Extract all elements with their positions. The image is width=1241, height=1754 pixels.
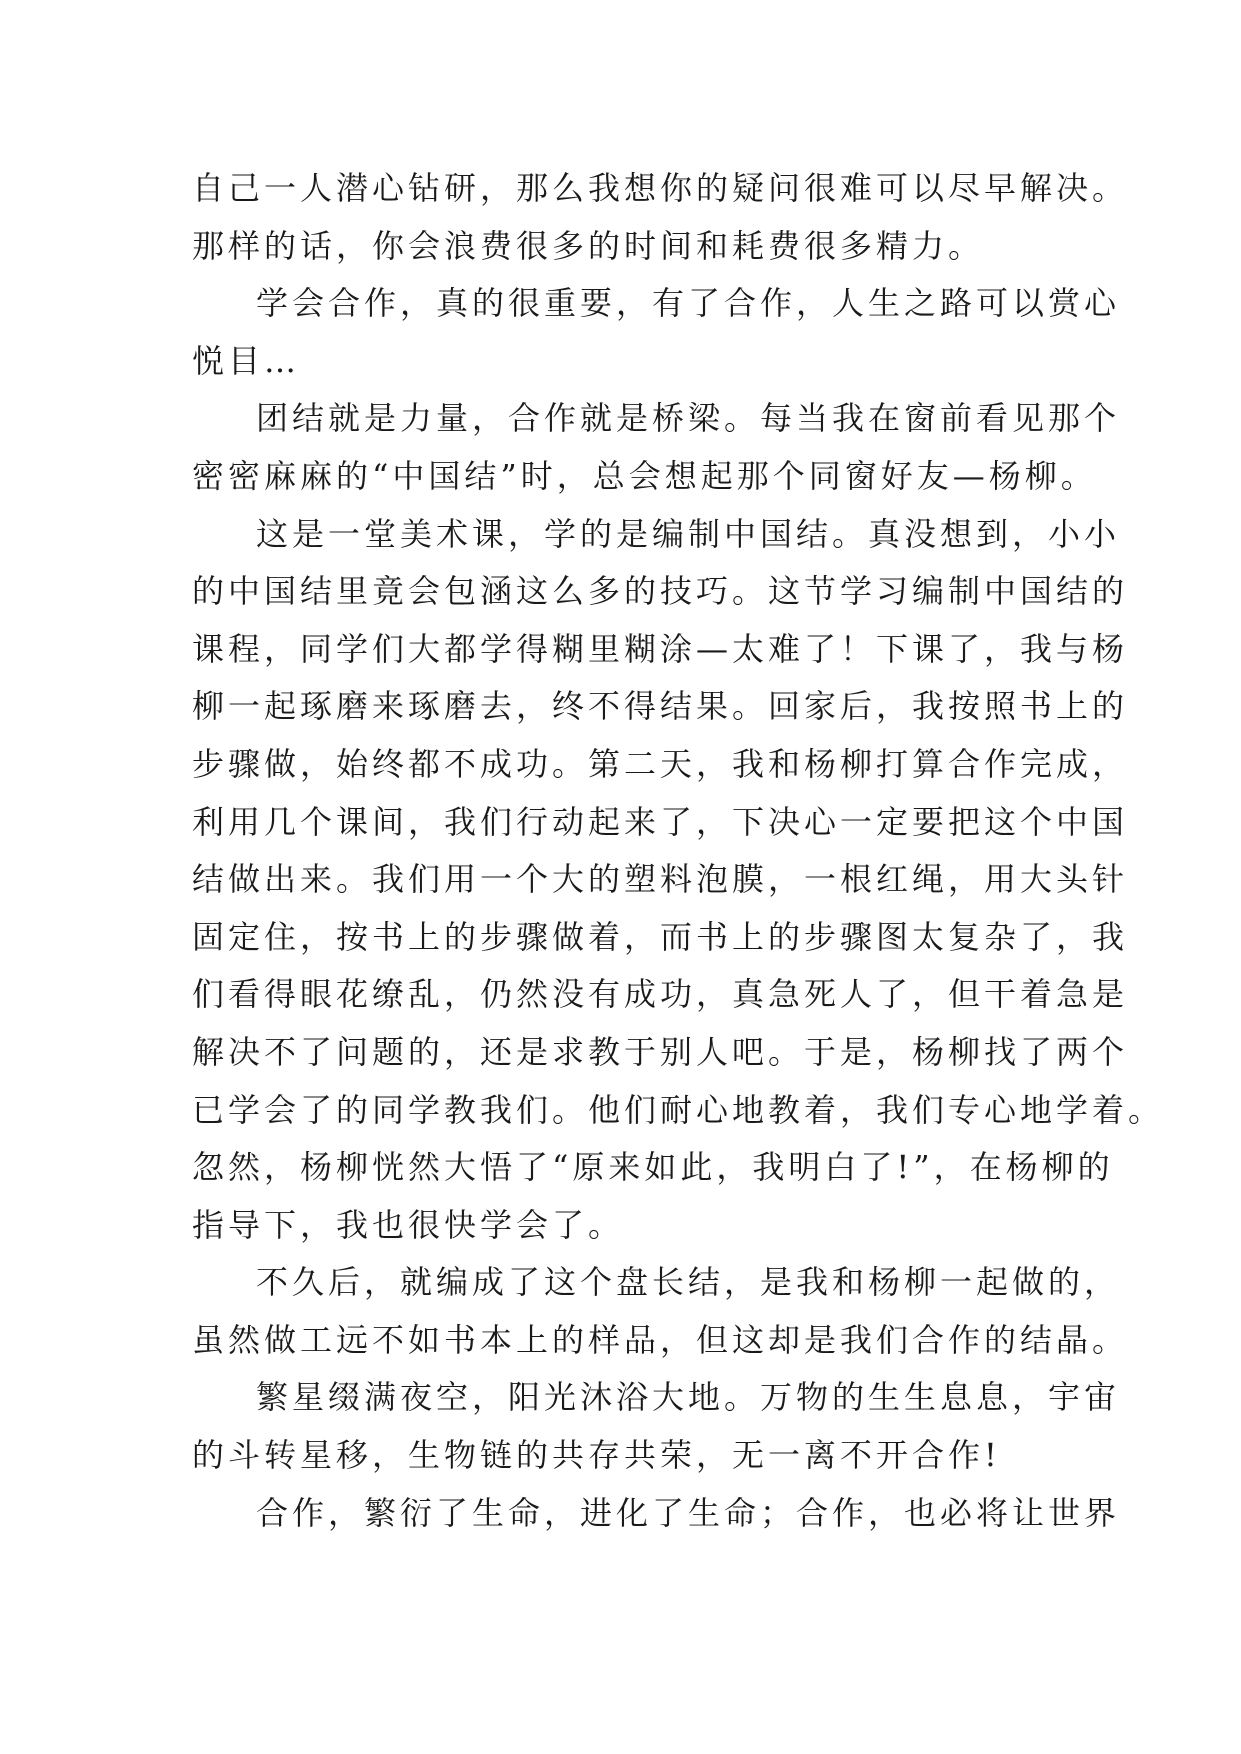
text-line: 利用几个课间，我们行动起来了，下决心一定要把这个中国 xyxy=(192,802,1129,841)
text-line: 自己一人潜心钻研，那么我想你的疑问很难可以尽早解决。 xyxy=(192,169,1129,207)
paragraph-start-line: 团结就是力量，合作就是桥梁。每当我在窗前看见那个 xyxy=(256,399,1121,438)
paragraph-start-line: 这是一堂美术课，学的是编制中国结。真没想到，小小 xyxy=(256,514,1121,553)
text-line: 们看得眼花缭乱，仍然没有成功，真急死人了，但干着急是 xyxy=(192,975,1129,1014)
text-line: 指导下，我也很快学会了。 xyxy=(192,1205,625,1244)
paragraph-start-line: 合作，繁衍了生命，进化了生命；合作，也必将让世界 xyxy=(256,1493,1121,1532)
text-line: 柳一起琢磨来琢磨去，终不得结果。回家后，我按照书上的 xyxy=(192,687,1129,726)
body-text xyxy=(192,160,1165,1542)
paragraph-start-line: 不久后，就编成了这个盘长结，是我和杨柳一起做的， xyxy=(256,1263,1121,1302)
text-line: 结做出来。我们用一个大的塑料泡膜，一根红绳，用大头针 xyxy=(192,860,1129,899)
text-line: 悦目… xyxy=(192,341,301,380)
text-line: 忽然，杨柳恍然大悟了“原来如此，我明白了!”，在杨柳的 xyxy=(192,1148,1114,1187)
text-line: 课程，同学们大都学得糊里糊涂—太难了！下课了，我与杨 xyxy=(192,629,1129,668)
paragraph-start-line: 繁星缀满夜空，阳光沐浴大地。万物的生生息息，宇宙 xyxy=(256,1378,1121,1417)
text-line: 的斗转星移，生物链的共存共荣，无一离不开合作! xyxy=(192,1436,1001,1475)
text-line: 解决不了问题的，还是求教于别人吧。于是，杨柳找了两个 xyxy=(192,1032,1129,1071)
text-line: 步骤做，始终都不成功。第二天，我和杨柳打算合作完成， xyxy=(192,744,1129,783)
text-line: 已学会了的同学教我们。他们耐心地教着，我们专心地学着。 xyxy=(192,1090,1165,1129)
text-line: 的中国结里竟会包涵这么多的技巧。这节学习编制中国结的 xyxy=(192,572,1129,611)
text-line: 虽然做工远不如书本上的样品，但这却是我们合作的结晶。 xyxy=(192,1320,1129,1359)
text-line: 固定住，按书上的步骤做着，而书上的步骤图太复杂了，我 xyxy=(192,917,1129,956)
paragraph-start-line: 学会合作，真的很重要，有了合作，人生之路可以赏心 xyxy=(256,284,1121,323)
text-line: 那样的话，你会浪费很多的时间和耗费很多精力。 xyxy=(192,226,985,265)
text-line: 密密麻麻的“中国结”时，总会想起那个同窗好友—杨柳。 xyxy=(192,456,1097,495)
